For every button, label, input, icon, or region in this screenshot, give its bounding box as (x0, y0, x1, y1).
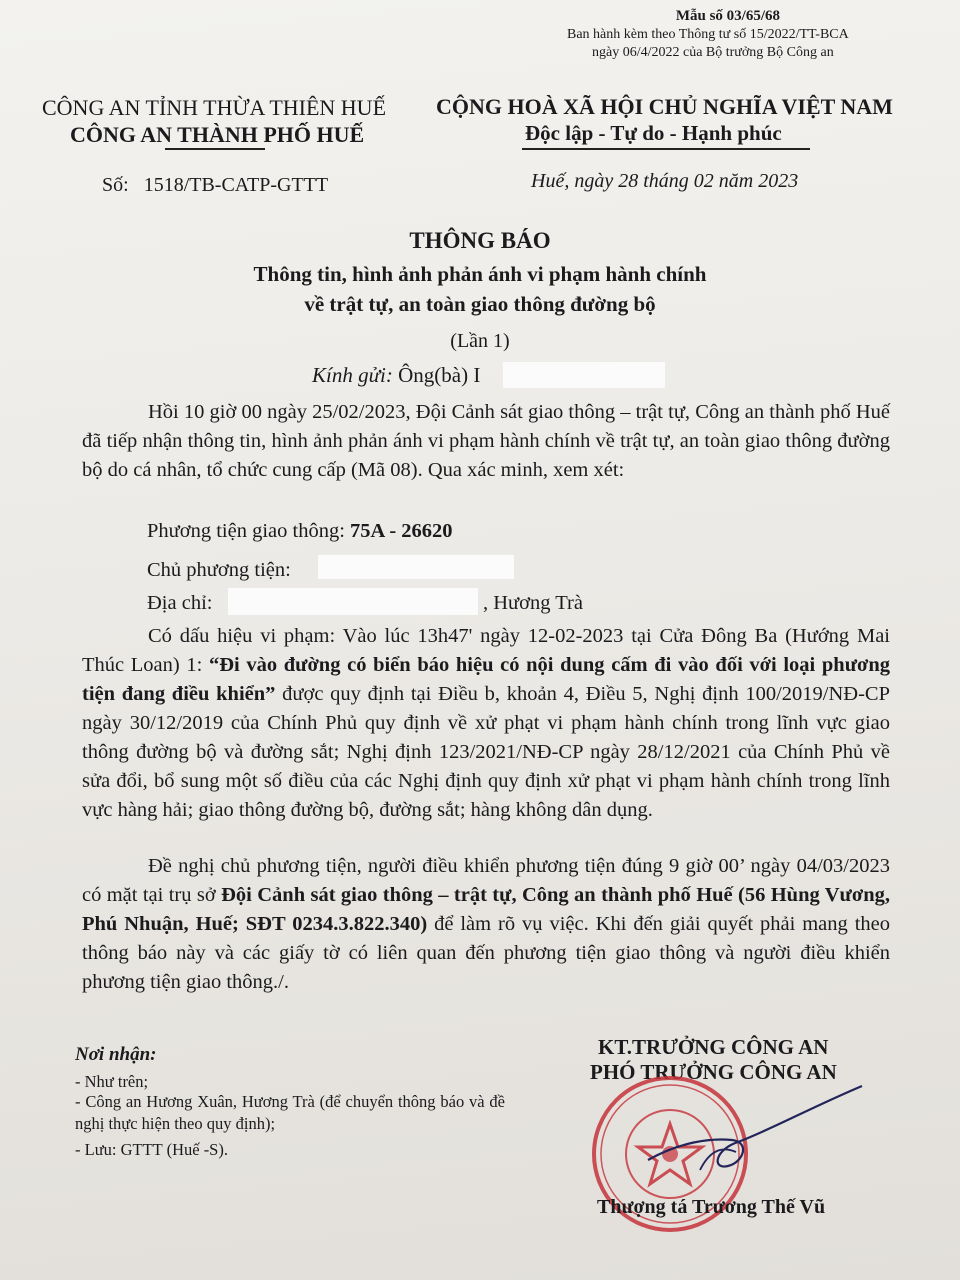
issuing-authority: CÔNG AN THÀNH PHỐ HUẾ (70, 122, 365, 147)
signer-name: Thượng tá Trương Thế Vũ (597, 1196, 826, 1218)
form-note-line2: ngày 06/4/2022 của Bộ trưởng Bộ Công an (592, 45, 834, 60)
recipient-item: - Công an Hương Xuân, Hương Trà (để chuyển thông báo và đề nghị thực hiện theo quy định); (75, 1092, 505, 1133)
notice-round: (Lần 1) (450, 330, 510, 352)
recipients-heading: Nơi nhận: (75, 1044, 157, 1065)
handwritten-signature-icon (640, 1080, 870, 1190)
form-code: Mẫu số 03/65/68 (675, 8, 780, 24)
form-note-line1: Ban hành kèm theo Thông tư số 15/2022/TT-BCA (567, 27, 849, 42)
motto-underline (522, 148, 810, 150)
redacted-owner (318, 555, 514, 579)
national-title: CỘNG HOÀ XÃ HỘI CHỦ NGHĨA VIỆT NAM (436, 94, 893, 119)
signer-title-line2: PHÓ TRƯỞNG CÔNG AN (590, 1060, 837, 1084)
document-subtitle-line1: Thông tin, hình ảnh phản ánh vi phạm hành chính (253, 262, 707, 286)
paragraph-receipt: Hồi 10 giờ 00 ngày 25/02/2023, Đội Cảnh sát giao thông – trật tự, Công an thành phố Huế đã tiếp nhận thông tin, hình ảnh phản ánh vi phạm hành chính về trật tự, an toàn giao thông đường bộ do cá nhân, tổ chức cung cấp (Mã 08). Qua xác minh, xem xét: (82, 401, 890, 481)
address-suffix: , Hương Trà (483, 592, 583, 614)
place-date: Huế, ngày 28 tháng 02 năm 2023 (531, 170, 799, 192)
national-motto: Độc lập - Tự do - Hạnh phúc (525, 121, 782, 145)
field-address: Địa chỉ: (147, 592, 213, 614)
recipient-item: - Như trên; (75, 1072, 149, 1091)
redacted-address (228, 588, 478, 615)
paragraph-request: Đề nghị chủ phương tiện, người điều khiển phương tiện đúng 9 giờ 00’ ngày 04/03/2023 có mặt tại trụ sở Đội Cảnh sát giao thông – trật tự, Công an thành phố Huế (56 Hùng Vương, Phú Nhuận, Huế; SĐT 0234.3.822.340) để làm rõ vụ việc. Khi đến giải quyết phải mang theo thông báo này và các giấy tờ có liên quan đến phương tiện giao thông và người điều khiển phương tiện giao thông./. (82, 855, 890, 993)
field-vehicle: Phương tiện giao thông: 75A - 26620 (147, 520, 453, 542)
authority-underline (165, 148, 265, 150)
document-subtitle-line2: về trật tự, an toàn giao thông đường bộ (304, 292, 656, 316)
document-number: Số: 1518/TB-CATP-GTTT (102, 174, 329, 196)
redacted-recipient-name (503, 362, 665, 388)
recipient-item: - Lưu: GTTT (Huế -S). (75, 1140, 228, 1159)
document-title: THÔNG BÁO (409, 228, 551, 253)
recipient-line: Kính gửi: Ông(bà) I (312, 363, 481, 387)
issuing-authority-parent: CÔNG AN TỈNH THỪA THIÊN HUẾ (42, 95, 387, 120)
signer-title-line1: KT.TRƯỞNG CÔNG AN (598, 1035, 829, 1059)
field-owner: Chủ phương tiện: (147, 559, 291, 581)
paragraph-violation: Có dấu hiệu vi phạm: Vào lúc 13h47' ngày 12-02-2023 tại Cửa Đông Ba (Hướng Mai Thúc Loan) 1: “Đi vào đường có biển báo hiệu có nội dung cấm đi vào đối với loại phương tiện đang điều khiển” được quy định tại Điều b, khoản 4, Điều 5, Nghị định 100/2019/NĐ-CP ngày 30/12/2019 của Chính Phủ quy định về xử phạt vi phạm hành chính trong lĩnh vực giao thông đường bộ và đường sắt; Nghị định 123/2021/NĐ-CP ngày 28/12/2021 của Chính Phủ về sửa đổi, bổ sung một số điều của các Nghị định quy định xử phạt vi phạm hành chính trong lĩnh vực hàng hải; giao thông đường bộ, đường sắt; hàng không dân dụng. (82, 625, 890, 821)
